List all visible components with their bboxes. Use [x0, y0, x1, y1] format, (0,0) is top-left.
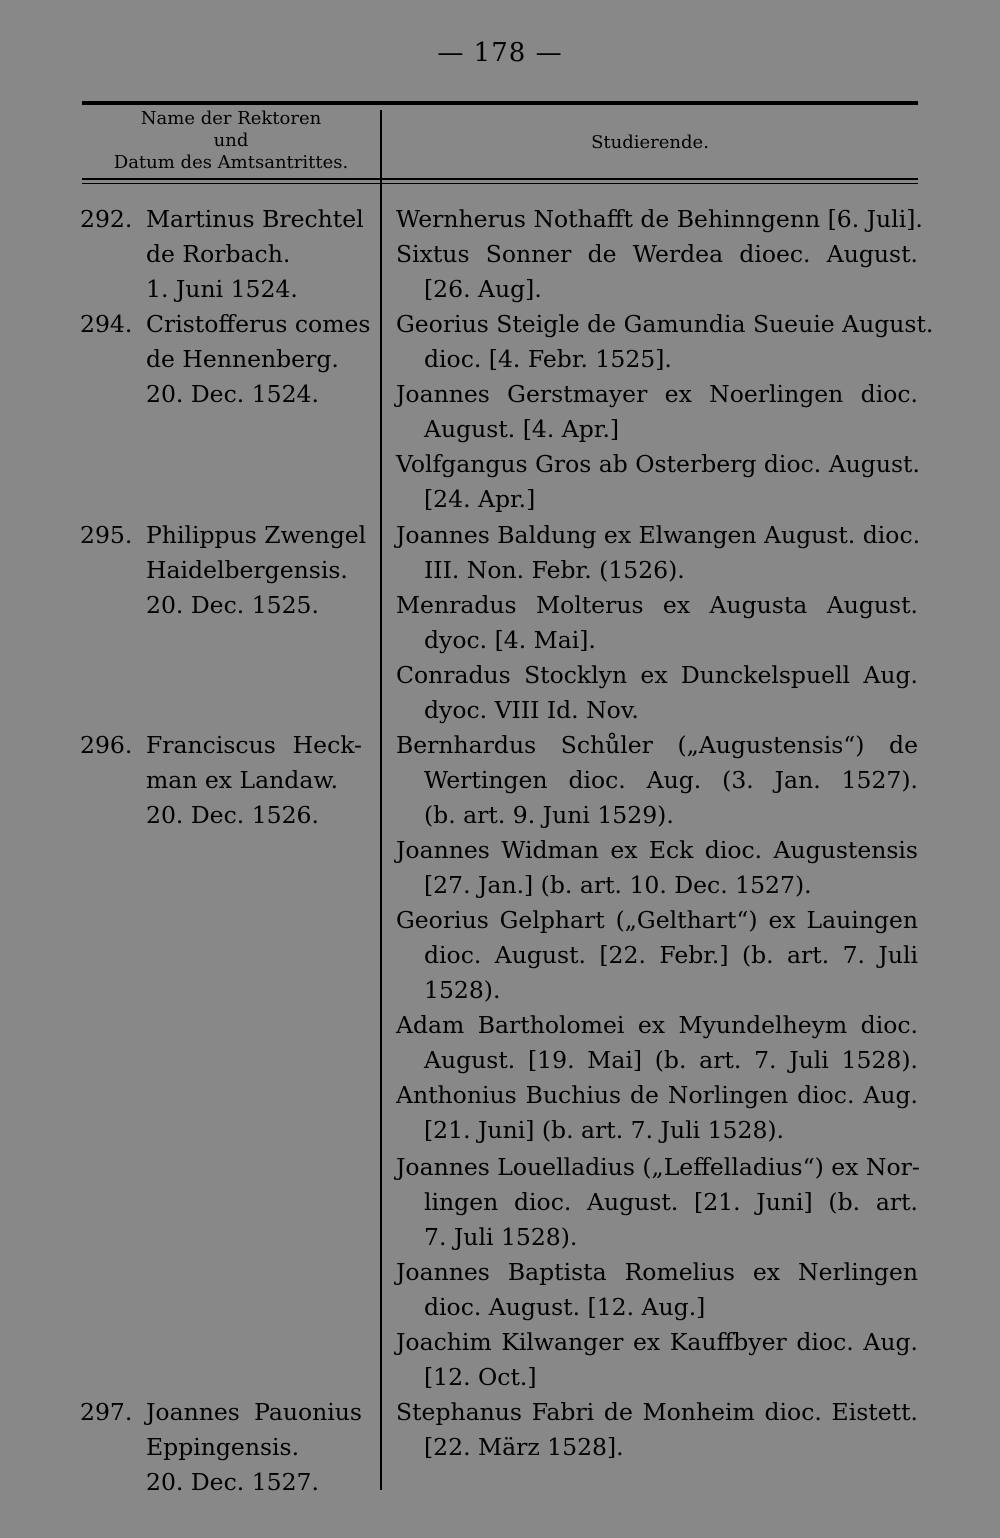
rector-entry-line: 20. Dec. 1524. — [146, 380, 319, 408]
student-line: (b. art. 9. Juni 1529). — [424, 801, 674, 829]
header-rectors-line: und — [213, 130, 249, 151]
table-top-rule — [82, 101, 918, 105]
page-number: — 178 — — [437, 38, 563, 68]
rector-entry-line: Eppingensis. — [146, 1433, 300, 1461]
student-line: Wertingen dioc. Aug. (3. Jan. 1527). — [424, 766, 918, 794]
student-line: lingen dioc. August. [21. Juni] (b. art. — [424, 1188, 918, 1216]
rector-entry-line: 297. Joannes Pauonius — [80, 1395, 362, 1430]
student-line: dyoc. [4. Mai]. — [424, 626, 596, 654]
student-line: III. Non. Febr. (1526). — [424, 556, 685, 584]
header-students: Studierende. — [591, 132, 709, 153]
student-line: Anthonius Buchius de Norlingen dioc. Aug. — [396, 1081, 918, 1109]
rector-entry-line: 20. Dec. 1525. — [146, 591, 319, 619]
student-line: Menradus Molterus ex Augusta August. — [396, 591, 918, 619]
rector-entry-line: 292. Martinus Brechtel — [80, 202, 362, 237]
rector-entry-line: 20. Dec. 1526. — [146, 801, 319, 829]
student-line: August. [4. Apr.] — [424, 415, 620, 443]
student-line: [21. Juni] (b. art. 7. Juli 1528). — [424, 1116, 785, 1144]
student-line: Conradus Stocklyn ex Dunckelspuell Aug. — [396, 661, 918, 689]
rector-entry-line: 1. Juni 1524. — [146, 275, 298, 303]
rector-number: 292. — [80, 205, 133, 233]
student-line: Joannes Baldung ex Elwangen August. dioc. — [396, 521, 921, 549]
student-line: [12. Oct.] — [424, 1363, 537, 1391]
header-bottom-rule — [82, 178, 918, 180]
rector-entry-line: de Hennenberg. — [146, 345, 339, 373]
rector-number: 295. — [80, 521, 133, 549]
student-line: Georius Steigle de Gamundia Sueuie August. — [396, 310, 934, 338]
student-line: dyoc. VIII Id. Nov. — [424, 696, 639, 724]
rector-number: 297. — [80, 1398, 133, 1426]
header-bottom-rule-thin — [82, 183, 918, 184]
student-line: Joannes Widman ex Eck dioc. Augustensis — [396, 836, 918, 864]
student-line: Stephanus Fabri de Monheim dioc. Eistett. — [396, 1398, 918, 1426]
student-line: Adam Bartholomei ex Myundelheym dioc. — [396, 1011, 918, 1039]
student-line: [26. Aug]. — [424, 275, 542, 303]
rector-entry-line: de Rorbach. — [146, 240, 291, 268]
student-line: Georius Gelphart („Gelthart“) ex Lauingen — [396, 906, 918, 934]
header-rectors — [82, 108, 380, 174]
student-line: Volfgangus Gros ab Osterberg dioc. August. — [396, 450, 920, 478]
rector-entry-line: 295. Philippus Zwengel — [80, 518, 362, 553]
student-line: [22. März 1528]. — [424, 1433, 624, 1461]
student-line: Sixtus Sonner de Werdea dioec. August. — [396, 240, 918, 268]
rector-entry-line: 294. Cristofferus comes — [80, 307, 362, 342]
student-line: Bernhardus Schůler („Augustensis“) de — [396, 731, 918, 759]
student-line: [24. Apr.] — [424, 485, 536, 513]
rector-entry-line: man ex Landaw. — [146, 766, 339, 794]
student-line: dioc. August. [12. Aug.] — [424, 1293, 706, 1321]
header-rectors-line: Name der Rektoren — [140, 108, 322, 129]
student-line: Wernherus Nothafft de Behinngenn [6. Juli]. — [396, 205, 923, 233]
rector-entry-line: 296. Franciscus Heck- — [80, 728, 362, 763]
rector-number: 294. — [80, 310, 133, 338]
rector-entry-line: 20. Dec. 1527. — [146, 1468, 319, 1496]
student-line: dioc. August. [22. Febr.] (b. art. 7. Juli — [424, 941, 918, 969]
column-divider — [380, 110, 382, 1490]
student-line: dioc. [4. Febr. 1525]. — [424, 345, 672, 373]
rector-number: 296. — [80, 731, 133, 759]
student-line: [27. Jan.] (b. art. 10. Dec. 1527). — [424, 871, 812, 899]
student-line: Joachim Kilwanger ex Kauffbyer dioc. Aug. — [396, 1328, 918, 1356]
student-line: Joannes Gerstmayer ex Noerlingen dioc. — [396, 380, 918, 408]
header-rectors-line: Datum des Amtsantrittes. — [113, 152, 349, 173]
student-line: 1528). — [424, 976, 501, 1004]
student-line: August. [19. Mai] (b. art. 7. Juli 1528). — [424, 1046, 918, 1074]
student-line: 7. Juli 1528). — [424, 1223, 578, 1251]
student-line: Joannes Louelladius („Leffelladius“) ex Nor- — [396, 1153, 920, 1181]
student-line: Joannes Baptista Romelius ex Nerlingen — [396, 1258, 918, 1286]
rector-entry-line: Haidelbergensis. — [146, 556, 348, 584]
